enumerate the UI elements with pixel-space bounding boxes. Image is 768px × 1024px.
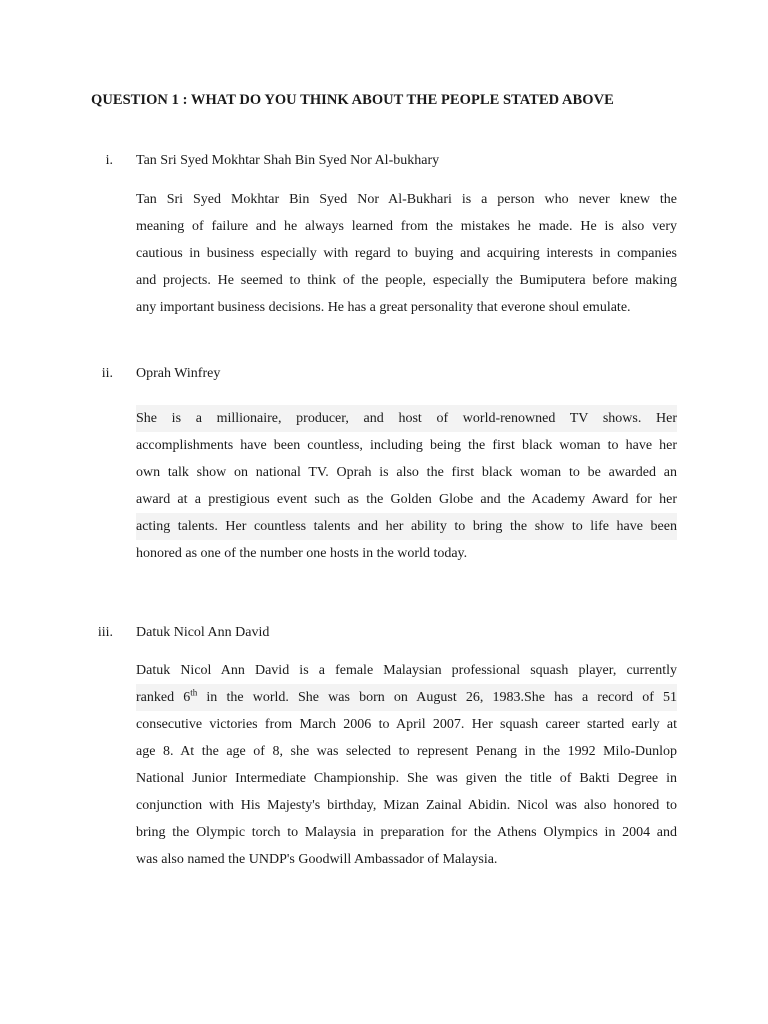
paragraph-line: was also named the UNDP's Goodwill Ambassador of Malaysia. — [136, 852, 498, 867]
item-title: Tan Sri Syed Mokhtar Shah Bin Syed Nor Al-bukhary — [136, 153, 440, 168]
item-title: Datuk Nicol Ann David — [136, 625, 270, 640]
paragraph-line: honored as one of the number one hosts in the world today. — [136, 546, 468, 561]
paragraph-line: award at a prestigious event such as the Golden Globe and the Academy Award for her — [136, 492, 677, 507]
paragraph-line: consecutive victories from March 2006 to April 2007. Her squash career started early at — [136, 717, 677, 732]
paragraph-line — [136, 684, 677, 711]
paragraph-line: bring the Olympic torch to Malaysia in preparation for the Athens Olympics in 2004 and — [136, 825, 677, 840]
paragraph-line: meaning of failure and he always learned from the mistakes he made. He is also very — [136, 219, 677, 234]
question-heading: QUESTION 1 : WHAT DO YOU THINK ABOUT THE PEOPLE STATED ABOVE — [91, 92, 614, 108]
paragraph-line: Datuk Nicol Ann David is a female Malaysian professional squash player, currently — [136, 663, 677, 678]
paragraph-line: acting talents. Her countless talents and her ability to bring the show to life have been — [136, 513, 677, 540]
paragraph-line: accomplishments have been countless, including being the first black woman to have her — [136, 438, 677, 453]
rank-superscript: th — [190, 687, 198, 698]
rank-text: ranked 6 — [136, 690, 191, 705]
item-title: Oprah Winfrey — [136, 366, 221, 381]
item-number: iii. — [97, 625, 113, 640]
paragraph-line: National Junior Intermediate Championship. She was given the title of Bakti Degree in — [136, 771, 677, 786]
paragraph-line: any important business decisions. He has a great personality that everone shoul emulate. — [136, 300, 631, 315]
item-paragraph — [136, 186, 677, 321]
paragraph-line: and projects. He seemed to think of the people, especially the Bumiputera before making — [136, 273, 677, 288]
paragraph-line: She is a millionaire, producer, and host of world-renowned TV shows. Her — [136, 405, 677, 432]
item-number: i. — [105, 153, 113, 168]
paragraph-line: Tan Sri Syed Mokhtar Bin Syed Nor Al-Bukhari is a person who never knew the — [136, 192, 677, 207]
paragraph-line-rest: in the world. She was born on August 26, 1983.She has a record of 51 — [206, 690, 678, 705]
paragraph-line: own talk show on national TV. Oprah is also the first black woman to be awarded an — [136, 465, 677, 480]
paragraph-line: conjunction with His Majesty's birthday, Mizan Zainal Abidin. Nicol was also honored to — [136, 798, 677, 813]
item-paragraph — [136, 405, 677, 567]
paragraph-line: cautious in business especially with regard to buying and acquiring interests in companies — [136, 246, 677, 261]
item-number: ii. — [101, 366, 113, 381]
paragraph-line: age 8. At the age of 8, she was selected to represent Penang in the 1992 Milo-Dunlop — [136, 744, 677, 759]
item-paragraph — [136, 657, 677, 873]
